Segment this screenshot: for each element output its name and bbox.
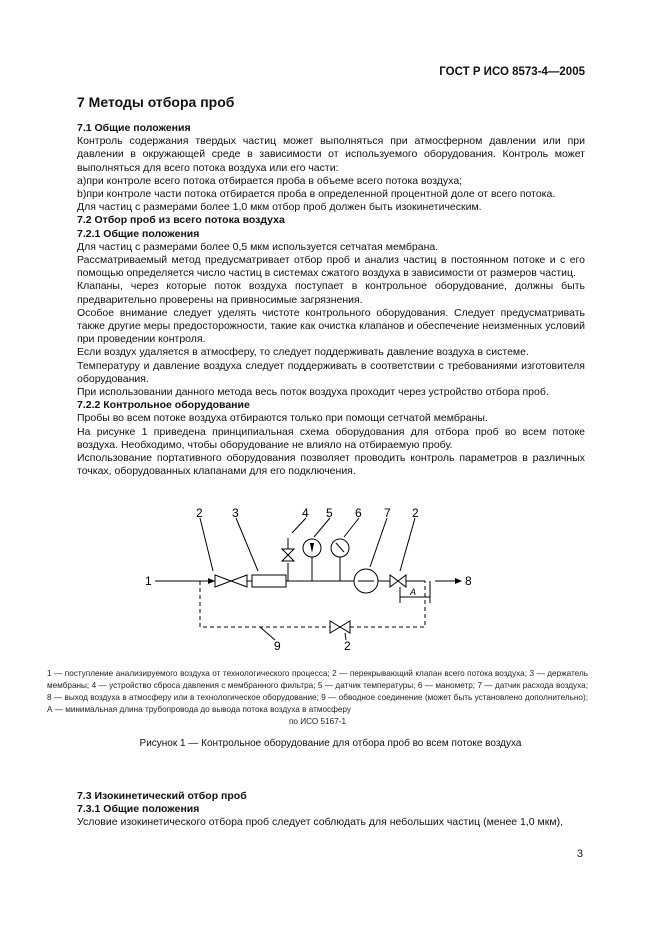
label-5: 5 <box>326 506 333 520</box>
s721-p5: Если воздух удаляется в атмосферу, то следует поддерживать давление воздуха в системе. <box>77 346 529 359</box>
s721-p2: Рассматриваемый метод предусматривает отбор проб и анализ частиц в постоянном потоке и с его помощью определяется число частиц в системах сжатого воздуха в зависимости от размеров частиц. <box>77 254 585 280</box>
label-6: 6 <box>355 506 362 520</box>
s721-p7: При использовании данного метода весь поток воздуха проходит через устройство отбора проб. <box>77 386 549 399</box>
label-2-bottom: 2 <box>344 639 351 653</box>
label-1: 1 <box>145 574 152 588</box>
s721-p3: Клапаны, через которые поток воздуха поступает в контрольное оборудование, должны быть предварительно проверены на привносимые загрязнения. <box>77 280 585 306</box>
label-4: 4 <box>302 506 309 520</box>
figure-legend <box>47 668 588 728</box>
s721-p6: Температуру и давление воздуха следует поддерживать в соответствии с требованиями изготовителя оборудования. <box>77 359 585 385</box>
s71-title: 7.1 Общие положения <box>77 122 191 134</box>
label-2-right: 2 <box>412 506 419 520</box>
s73-title: 7.3 Изокинетический отбор проб <box>77 790 247 802</box>
s722-p3: Использование портативного оборудования позволяет проводить контроль параметров в различных точках, оборудованных клапанами для его подключения. <box>77 452 585 478</box>
figure-1-diagram <box>140 505 470 655</box>
s731-p1: Условие изокинетического отбора проб следует соблюдать для небольших частиц (менее 1,0 мкм), <box>77 816 563 829</box>
legend-text: 1 — поступление анализируемого воздуха от технологического процесса; 2 — перекрывающий клапан всего потока воздуха; 3 — держатель мембраны; 4 — устройство сброса давления с мембранного фильтра; 5 — датчик температуры; 6 — манометр; 7 — датчик расхода воздуха; 8 — выход воздуха в атмосферу или в технологическое оборудование; 9 — обводное соединение (может быть установлено дополнительно); А — минимальная длина трубопровода до вывода потока воздуха в атмосферу <box>47 669 588 714</box>
legend-last: по ИСО 5167-1 <box>288 717 347 726</box>
page-number: 3 <box>576 848 583 860</box>
label-8: 8 <box>465 574 472 588</box>
s721-title: 7.2.1 Общие положения <box>77 227 200 240</box>
s71-a: а)при контроле всего потока отбирается проба в объеме всего потока воздуха; <box>77 174 463 187</box>
label-7: 7 <box>384 506 391 520</box>
label-a: A <box>410 587 417 597</box>
s731-title: 7.3.1 Общие положения <box>77 803 200 816</box>
s722-p1: Пробы во всем потоке воздуха отбираются только при помощи сетчатой мембраны. <box>77 412 488 425</box>
s71-p2: Для частиц с размерами более 1,0 мкм отбор проб должен быть изокинетическим. <box>77 201 482 214</box>
bottom-text <box>77 790 585 830</box>
figure-caption: Рисунок 1 — Контрольное оборудование для отбора проб во всем потоке воздуха <box>139 738 522 749</box>
label-2-left: 2 <box>196 506 203 520</box>
label-9: 9 <box>274 639 281 653</box>
section-title: 7 Методы отбора проб <box>77 94 235 110</box>
s71-p1: Контроль содержания твердых частиц может выполняться при атмосферном давлении или при давлении в окружающей среде в зависимости от используемого оборудования. Контроль может выполняться для всего потока воздуха или его части: <box>77 135 585 174</box>
main-text <box>77 122 585 478</box>
s722-p2: На рисунке 1 приведена принципиальная схема оборудования для отбора проб во всем потоке воздуха. Необходимо, чтобы оборудование не влияло на отбираемую пробу. <box>77 425 585 451</box>
document-header: ГОСТ Р ИСО 8573-4—2005 <box>439 66 585 78</box>
s721-p4: Особое внимание следует уделять чистоте контрольного оборудования. Следует предусматривать также другие меры предосторожности, такие как очистка клапанов и обеспечение неизменных условий при проведении контроля. <box>77 306 585 346</box>
s721-p1: Для частиц с размерами более 0,5 мкм используется сетчатая мембрана. <box>77 240 439 253</box>
label-3: 3 <box>232 506 239 520</box>
s722-title: 7.2.2 Контрольное оборудование <box>77 399 250 412</box>
s71-b: b)при контроле части потока отбирается проба в определенной процентной доле от всего потока. <box>77 188 556 201</box>
s72-title: 7.2 Отбор проб из всего потока воздуха <box>77 214 285 227</box>
